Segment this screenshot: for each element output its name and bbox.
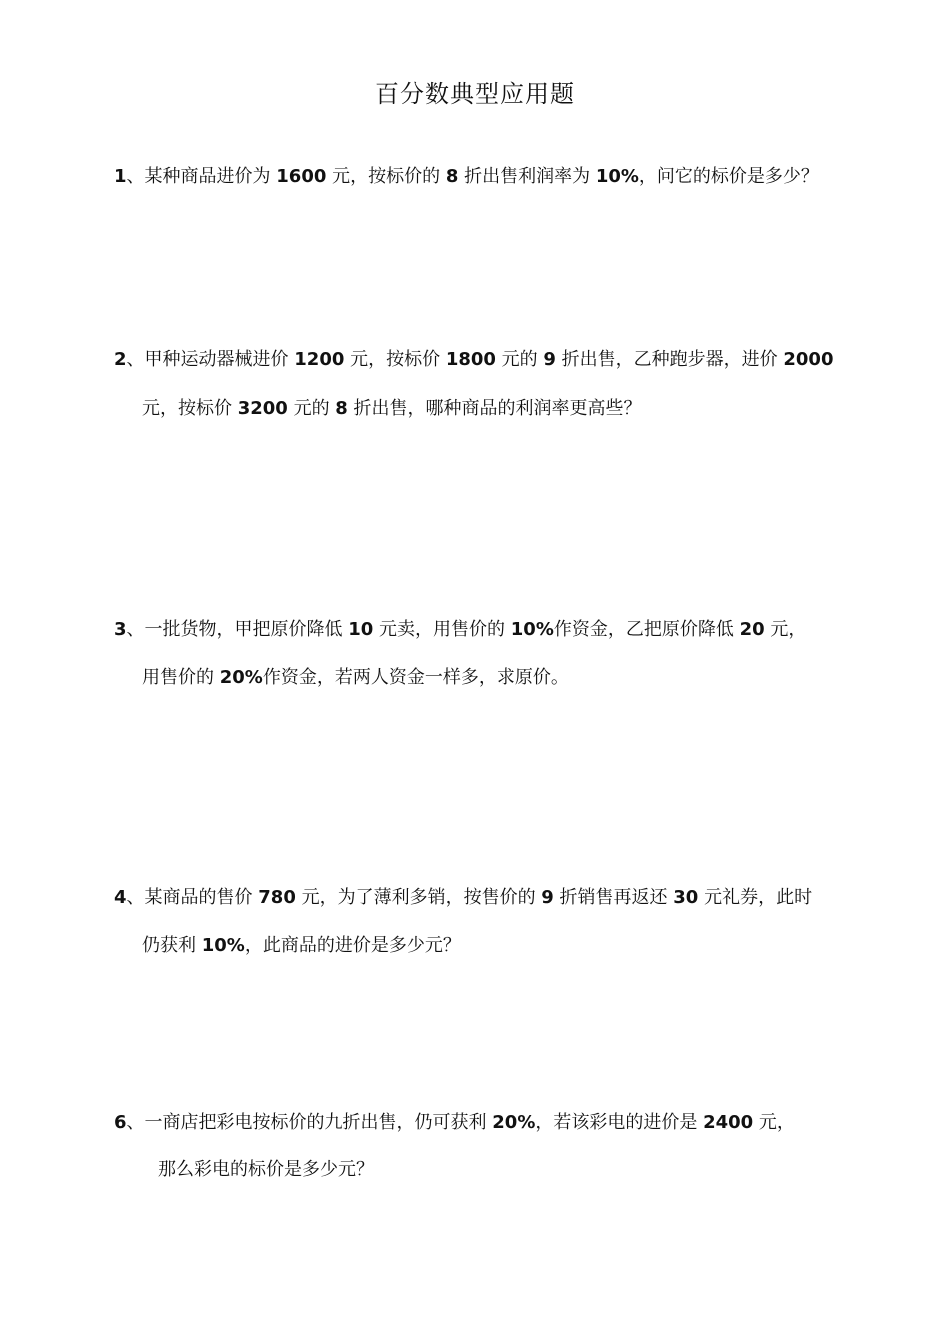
bold-number: 1200: [294, 349, 345, 370]
bold-number: 2000: [783, 349, 834, 370]
question-text: 元的: [495, 349, 544, 370]
bold-number: 2400: [703, 1112, 754, 1133]
question-text: 、某种商品进价为: [126, 166, 277, 187]
question-text: 元卖，用售价的: [373, 619, 511, 640]
question-number: 3: [114, 619, 127, 640]
bold-number: 20: [739, 619, 765, 640]
question-text: 、一批货物，甲把原价降低: [126, 619, 349, 640]
question-6-line-1: [114, 1110, 795, 1136]
question-1-line-1: [114, 164, 819, 190]
bold-number: 20%: [492, 1112, 536, 1133]
question-text: 、某商品的售价: [126, 887, 259, 908]
question-text: ，问它的标价是多少？: [638, 166, 819, 187]
bold-number: 10: [348, 619, 374, 640]
bold-number: 10%: [595, 166, 639, 187]
bold-number: 9: [543, 349, 556, 370]
bold-number: 780: [258, 887, 296, 908]
question-4-line-2: [142, 933, 461, 959]
question-text: 折出售，哪种商品的利润率更高些？: [347, 398, 642, 419]
question-text: 、一商店把彩电按标价的九折出售，仍可获利: [126, 1112, 493, 1133]
question-text: 仍获利: [142, 935, 202, 956]
question-text: ，此商品的进价是多少元？: [244, 935, 461, 956]
bold-number: 10%: [510, 619, 554, 640]
question-2-line-2: [142, 396, 642, 422]
question-text: 元，按标价: [142, 398, 238, 419]
bold-number: 8: [445, 166, 459, 187]
question-4-line-1: [114, 885, 812, 911]
question-number: 6: [114, 1112, 127, 1133]
question-text: ，若该彩电的进价是: [535, 1112, 704, 1133]
question-number: 2: [114, 349, 127, 370]
question-2-line-1: [114, 347, 833, 373]
question-text: 元，: [764, 619, 807, 640]
question-text: 折销售再返还: [553, 887, 674, 908]
question-text: 用售价的: [142, 667, 220, 688]
question-text: 那么彩电的标价是多少元？: [158, 1159, 374, 1180]
question-3-line-2: [142, 665, 569, 691]
question-3-line-1: [114, 617, 806, 643]
question-text: 折出售利润率为: [458, 166, 596, 187]
question-number: 4: [114, 887, 127, 908]
question-number: 1: [114, 166, 127, 187]
question-text: 元礼券，此时: [698, 887, 813, 908]
bold-number: 9: [541, 887, 554, 908]
bold-number: 8: [335, 398, 348, 419]
bold-number: 30: [673, 887, 699, 908]
bold-number: 1800: [445, 349, 496, 370]
bold-number: 20%: [219, 667, 263, 688]
question-text: 元，按标价: [344, 349, 446, 370]
bold-number: 3200: [237, 398, 288, 419]
question-text: 、甲种运动器械进价: [126, 349, 295, 370]
question-text: 元，按标价的: [326, 166, 446, 187]
question-text: 折出售，乙种跑步器，进价: [555, 349, 784, 370]
question-text: 作资金，若两人资金一样多，求原价。: [262, 667, 569, 688]
question-text: 元，为了薄利多销，按售价的: [295, 887, 542, 908]
bold-number: 10%: [201, 935, 245, 956]
question-text: 元，: [753, 1112, 795, 1133]
question-text: 元的: [287, 398, 336, 419]
question-text: 作资金，乙把原价降低: [553, 619, 740, 640]
question-6-line-2: [158, 1157, 374, 1183]
page-title: 百分数典型应用题: [375, 80, 575, 108]
bold-number: 1600: [276, 166, 327, 187]
